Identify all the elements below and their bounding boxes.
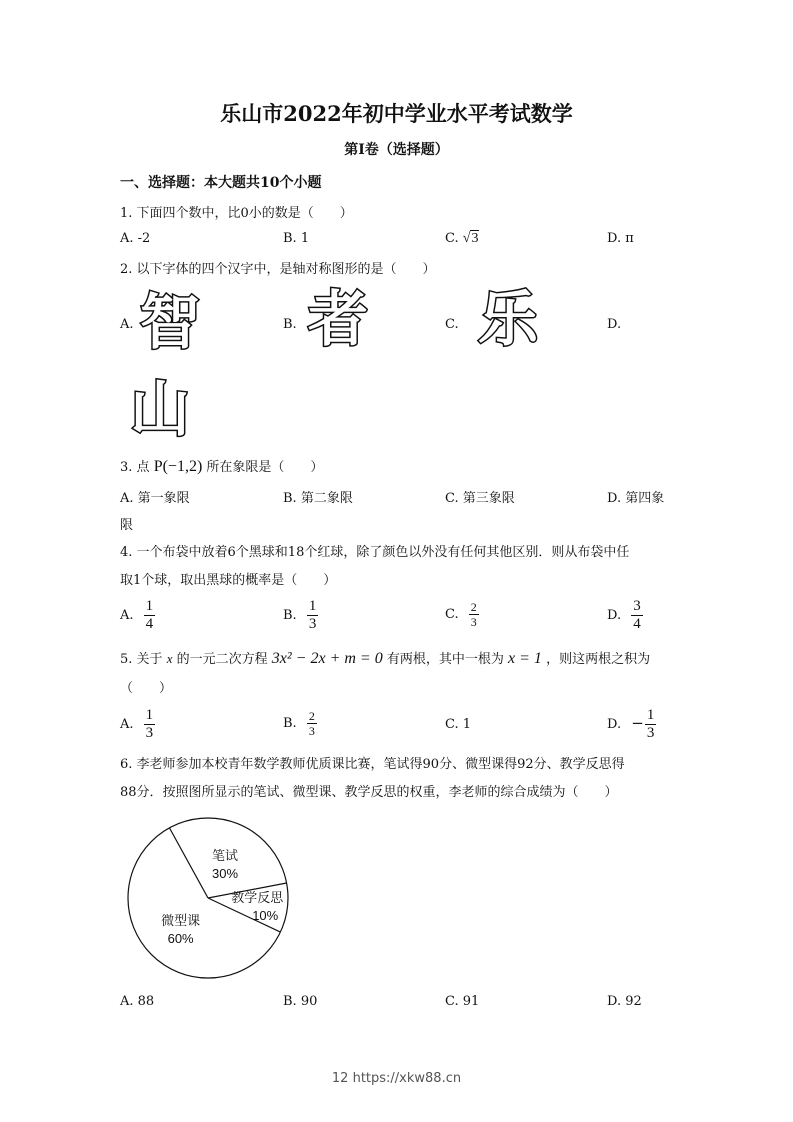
question-5-blank: （ ）: [120, 681, 173, 696]
q5-option-a-label: A.: [120, 717, 134, 732]
q6-option-b: B. 90: [283, 994, 318, 1009]
q5-b-num: 2: [308, 709, 315, 723]
q5-mid: 的一元二次方程: [176, 652, 268, 667]
q4-a-num: 1: [145, 598, 154, 614]
q2-char-a-image: 智: [140, 288, 200, 358]
q5-option-d-fraction: [645, 707, 657, 742]
q6-option-d: D. 92: [607, 994, 642, 1009]
q6-option-c: C. 91: [445, 994, 480, 1009]
q5-suffix: ，则这两根之积为: [546, 652, 651, 667]
q4-option-b-label: B.: [283, 608, 297, 623]
q2-char-c-image: 乐: [478, 285, 538, 355]
q2-option-d: D.: [607, 317, 622, 332]
q5-option-a-fraction: [144, 707, 156, 742]
q4-c-den: 3: [470, 615, 477, 629]
q4-option-c: [445, 600, 479, 629]
q4-option-b: [283, 598, 318, 633]
q2-option-b: B.: [283, 317, 297, 332]
q3-option-b: B. 第二象限: [283, 491, 353, 506]
page-footer: 12 https://xkw88.cn: [331, 1071, 462, 1086]
q1-option-b: B. 1: [283, 231, 310, 246]
pie-value-1: 10%: [252, 908, 279, 924]
q1-sqrt-radicand: 3: [471, 231, 479, 246]
q4-option-b-fraction: [307, 598, 319, 633]
q2-char-b-image: 者: [308, 285, 368, 355]
question-6-line1: 6. 李老师参加本校青年数学教师优质课比赛，笔试得90分、微型课得92分、教学反思得: [120, 757, 625, 772]
question-5: [120, 648, 650, 668]
q4-a-den: 4: [145, 616, 154, 632]
q4-option-d-label: D.: [607, 608, 622, 623]
pie-value-2: 60%: [167, 931, 194, 947]
q5-var: x: [166, 651, 173, 666]
q3-option-d-wrap: 限: [120, 518, 134, 533]
q4-option-a-fraction: [144, 598, 156, 633]
question-6-line2: 88分．按照图所显示的笔试、微型课、教学反思的权重，李老师的综合成绩为（ ）: [120, 785, 618, 800]
q5-root: x = 1: [508, 650, 542, 667]
q4-b-den: 3: [308, 616, 317, 632]
q3-point: P(−1,2): [153, 458, 203, 475]
q3-prefix: 3. 点: [120, 460, 150, 475]
page-subtitle: 第Ⅰ卷（选择题）: [344, 142, 449, 158]
q5-d-num: 1: [646, 707, 655, 723]
q5-a-den: 3: [145, 725, 154, 741]
q5-prefix: 5. 关于: [120, 652, 163, 667]
q4-option-c-fraction: [469, 600, 479, 629]
pie-chart: [125, 815, 295, 985]
q4-option-d-fraction: [631, 598, 643, 633]
pie-label-1: 教学反思: [231, 890, 284, 906]
q3-option-a: A. 第一象限: [120, 491, 190, 506]
q5-option-b-label: B.: [283, 716, 297, 731]
question-4-line1: 4. 一个布袋中放着6个黑球和18个红球，除了颜色以外没有任何其他区别．则从布袋中任: [120, 545, 630, 560]
q3-suffix: 所在象限是（ ）: [206, 460, 324, 475]
q4-option-d: [607, 598, 643, 633]
q5-d-sign: −: [631, 714, 644, 732]
q2-option-c: C.: [445, 317, 459, 332]
q1-sqrt: √3: [462, 231, 479, 246]
q4-d-den: 4: [633, 616, 641, 632]
q5-option-a: [120, 707, 155, 742]
q4-b-num: 1: [308, 598, 317, 614]
question-3: [120, 456, 323, 476]
q5-option-b: [283, 709, 317, 738]
q5-option-d-label: D.: [607, 717, 622, 732]
q4-option-a-label: A.: [120, 608, 134, 623]
q6-option-a: A. 88: [120, 994, 155, 1009]
question-2: 2. 以下字体的四个汉字中，是轴对称图形的是（ ）: [120, 262, 436, 277]
q5-option-c: C. 1: [445, 717, 472, 732]
q4-d-num: 3: [633, 598, 641, 614]
q5-d-den: 3: [646, 725, 655, 741]
question-1: 1. 下面四个数中，比0小的数是（ ）: [120, 206, 353, 221]
question-4-line2: 取1个球，取出黑球的概率是（ ）: [120, 573, 337, 588]
q4-option-c-label: C.: [445, 607, 459, 622]
pie-value-0: 30%: [212, 865, 239, 881]
q5-b-den: 3: [308, 724, 315, 738]
q5-equation: 3x² − 2x + m = 0: [271, 650, 383, 667]
q1-option-c: [445, 231, 479, 247]
q1-option-c-label: C.: [445, 231, 459, 246]
q2-option-a: A.: [120, 317, 134, 332]
section-heading: 一、选择题：本大题共10个小题: [120, 175, 322, 191]
q3-option-c: C. 第三象限: [445, 491, 515, 506]
page-title: 乐山市2022年初中学业水平考试数学: [220, 101, 573, 126]
q5-mid2: 有两根，其中一根为: [386, 652, 504, 667]
pie-label-2: 微型课: [161, 913, 201, 929]
q1-option-d: D. π: [607, 231, 634, 246]
q2-char-d-image: 山: [130, 375, 190, 445]
q4-option-a: [120, 598, 155, 633]
pie-label-0: 笔试: [212, 847, 239, 863]
q3-option-d: D. 第四象: [607, 491, 665, 506]
q1-option-a: A. -2: [120, 231, 151, 246]
q5-a-num: 1: [145, 707, 154, 723]
q5-option-d: [607, 707, 656, 742]
q5-option-b-fraction: [307, 709, 317, 738]
q4-c-num: 2: [470, 600, 477, 614]
